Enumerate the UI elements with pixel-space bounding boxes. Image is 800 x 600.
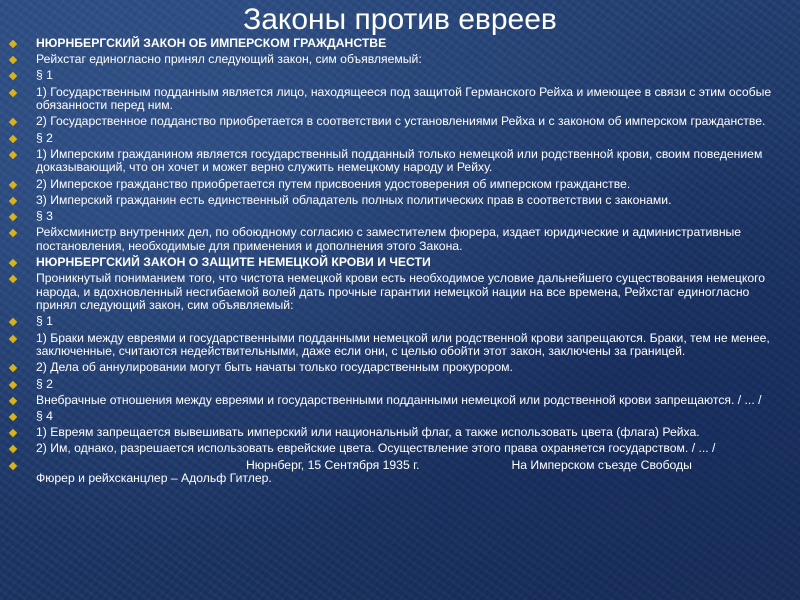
section-marker: § 3 xyxy=(8,210,790,224)
list-item: 1) Имперским гражданином является государственный подданный только немецкой или родственной крови, своим поведением доказывающий, что он хочет и может верно служить немецкому народу и Рейху. xyxy=(8,148,790,175)
signature-block xyxy=(8,459,790,486)
list-item: 3) Имперский гражданин есть единственный обладатель полных политических прав в соответствии с законами. xyxy=(8,194,790,208)
footer-row xyxy=(36,459,790,473)
list-item: Рейхсминистр внутренних дел, по обоюдному согласию с заместителем фюрера, издает юридические и административные постановления, необходимые для применения и дополнения этого Закона. xyxy=(8,226,790,253)
section-marker: § 1 xyxy=(8,69,790,83)
bullet-list xyxy=(8,37,790,488)
section-marker: § 4 xyxy=(8,410,790,424)
slide-title: Законы против евреев xyxy=(243,3,557,36)
signature: Фюрер и рейхсканцлер – Адольф Гитлер. xyxy=(36,471,272,486)
list-item: 1) Государственным подданным является лицо, находящееся под защитой Германского Рейха и имеющее в связи с этим особые обязанности перед ним. xyxy=(8,86,790,113)
list-item: Рейхстаг единогласно принял следующий закон, сим объявляемый: xyxy=(8,53,790,67)
list-item: 1) Евреям запрещается вывешивать имперский или национальный флаг, а также использовать цвета (флага) Рейха. xyxy=(8,426,790,440)
law-heading: НЮРНБЕРГСКИЙ ЗАКОН О ЗАЩИТЕ НЕМЕЦКОЙ КРОВИ И ЧЕСТИ xyxy=(8,256,790,270)
section-marker: § 2 xyxy=(8,132,790,146)
section-marker: § 1 xyxy=(8,315,790,329)
list-item: 2) Им, однако, разрешается использовать еврейские цвета. Осуществление этого права охраняется государством. / ... / xyxy=(8,442,790,456)
list-item: Внебрачные отношения между евреями и государственными подданными немецкой или родственной крови запрещаются. / ... / xyxy=(8,394,790,408)
section-marker: § 2 xyxy=(8,378,790,392)
law-heading: НЮРНБЕРГСКИЙ ЗАКОН ОБ ИМПЕРСКОМ ГРАЖДАНСТВЕ xyxy=(8,37,790,51)
list-item: 1) Браки между евреями и государственными подданными немецкой или родственной крови запрещаются. Браки, тем не менее, заключенные, считаются недействительными, даже если они, с целью обойти этот закон, заключены за границей. xyxy=(8,332,790,359)
place-date: Нюрнберг, 15 Сентября 1935 г. xyxy=(246,457,420,472)
list-item: 2) Государственное подданство приобретается в соответствии с установлениями Рейха и с законом об имперском гражданстве. xyxy=(8,115,790,129)
list-item: 2) Имперское гражданство приобретается путем присвоения удостоверения об имперском гражданстве. xyxy=(8,178,790,192)
list-item: Проникнутый пониманием того, что чистота немецкой крови есть необходимое условие дальнейшего существования немецкого народа, и вдохновленный несгибаемой волей дать прочные гарантии немецкой нации на все времена, Рейхстаг единогласно принял следующий закон, сим объявляемый: xyxy=(8,272,790,313)
congress-label: На Имперском съезде Свободы xyxy=(511,457,692,472)
list-item: 2) Дела об аннулировании могут быть начаты только государственным прокурором. xyxy=(8,361,790,375)
